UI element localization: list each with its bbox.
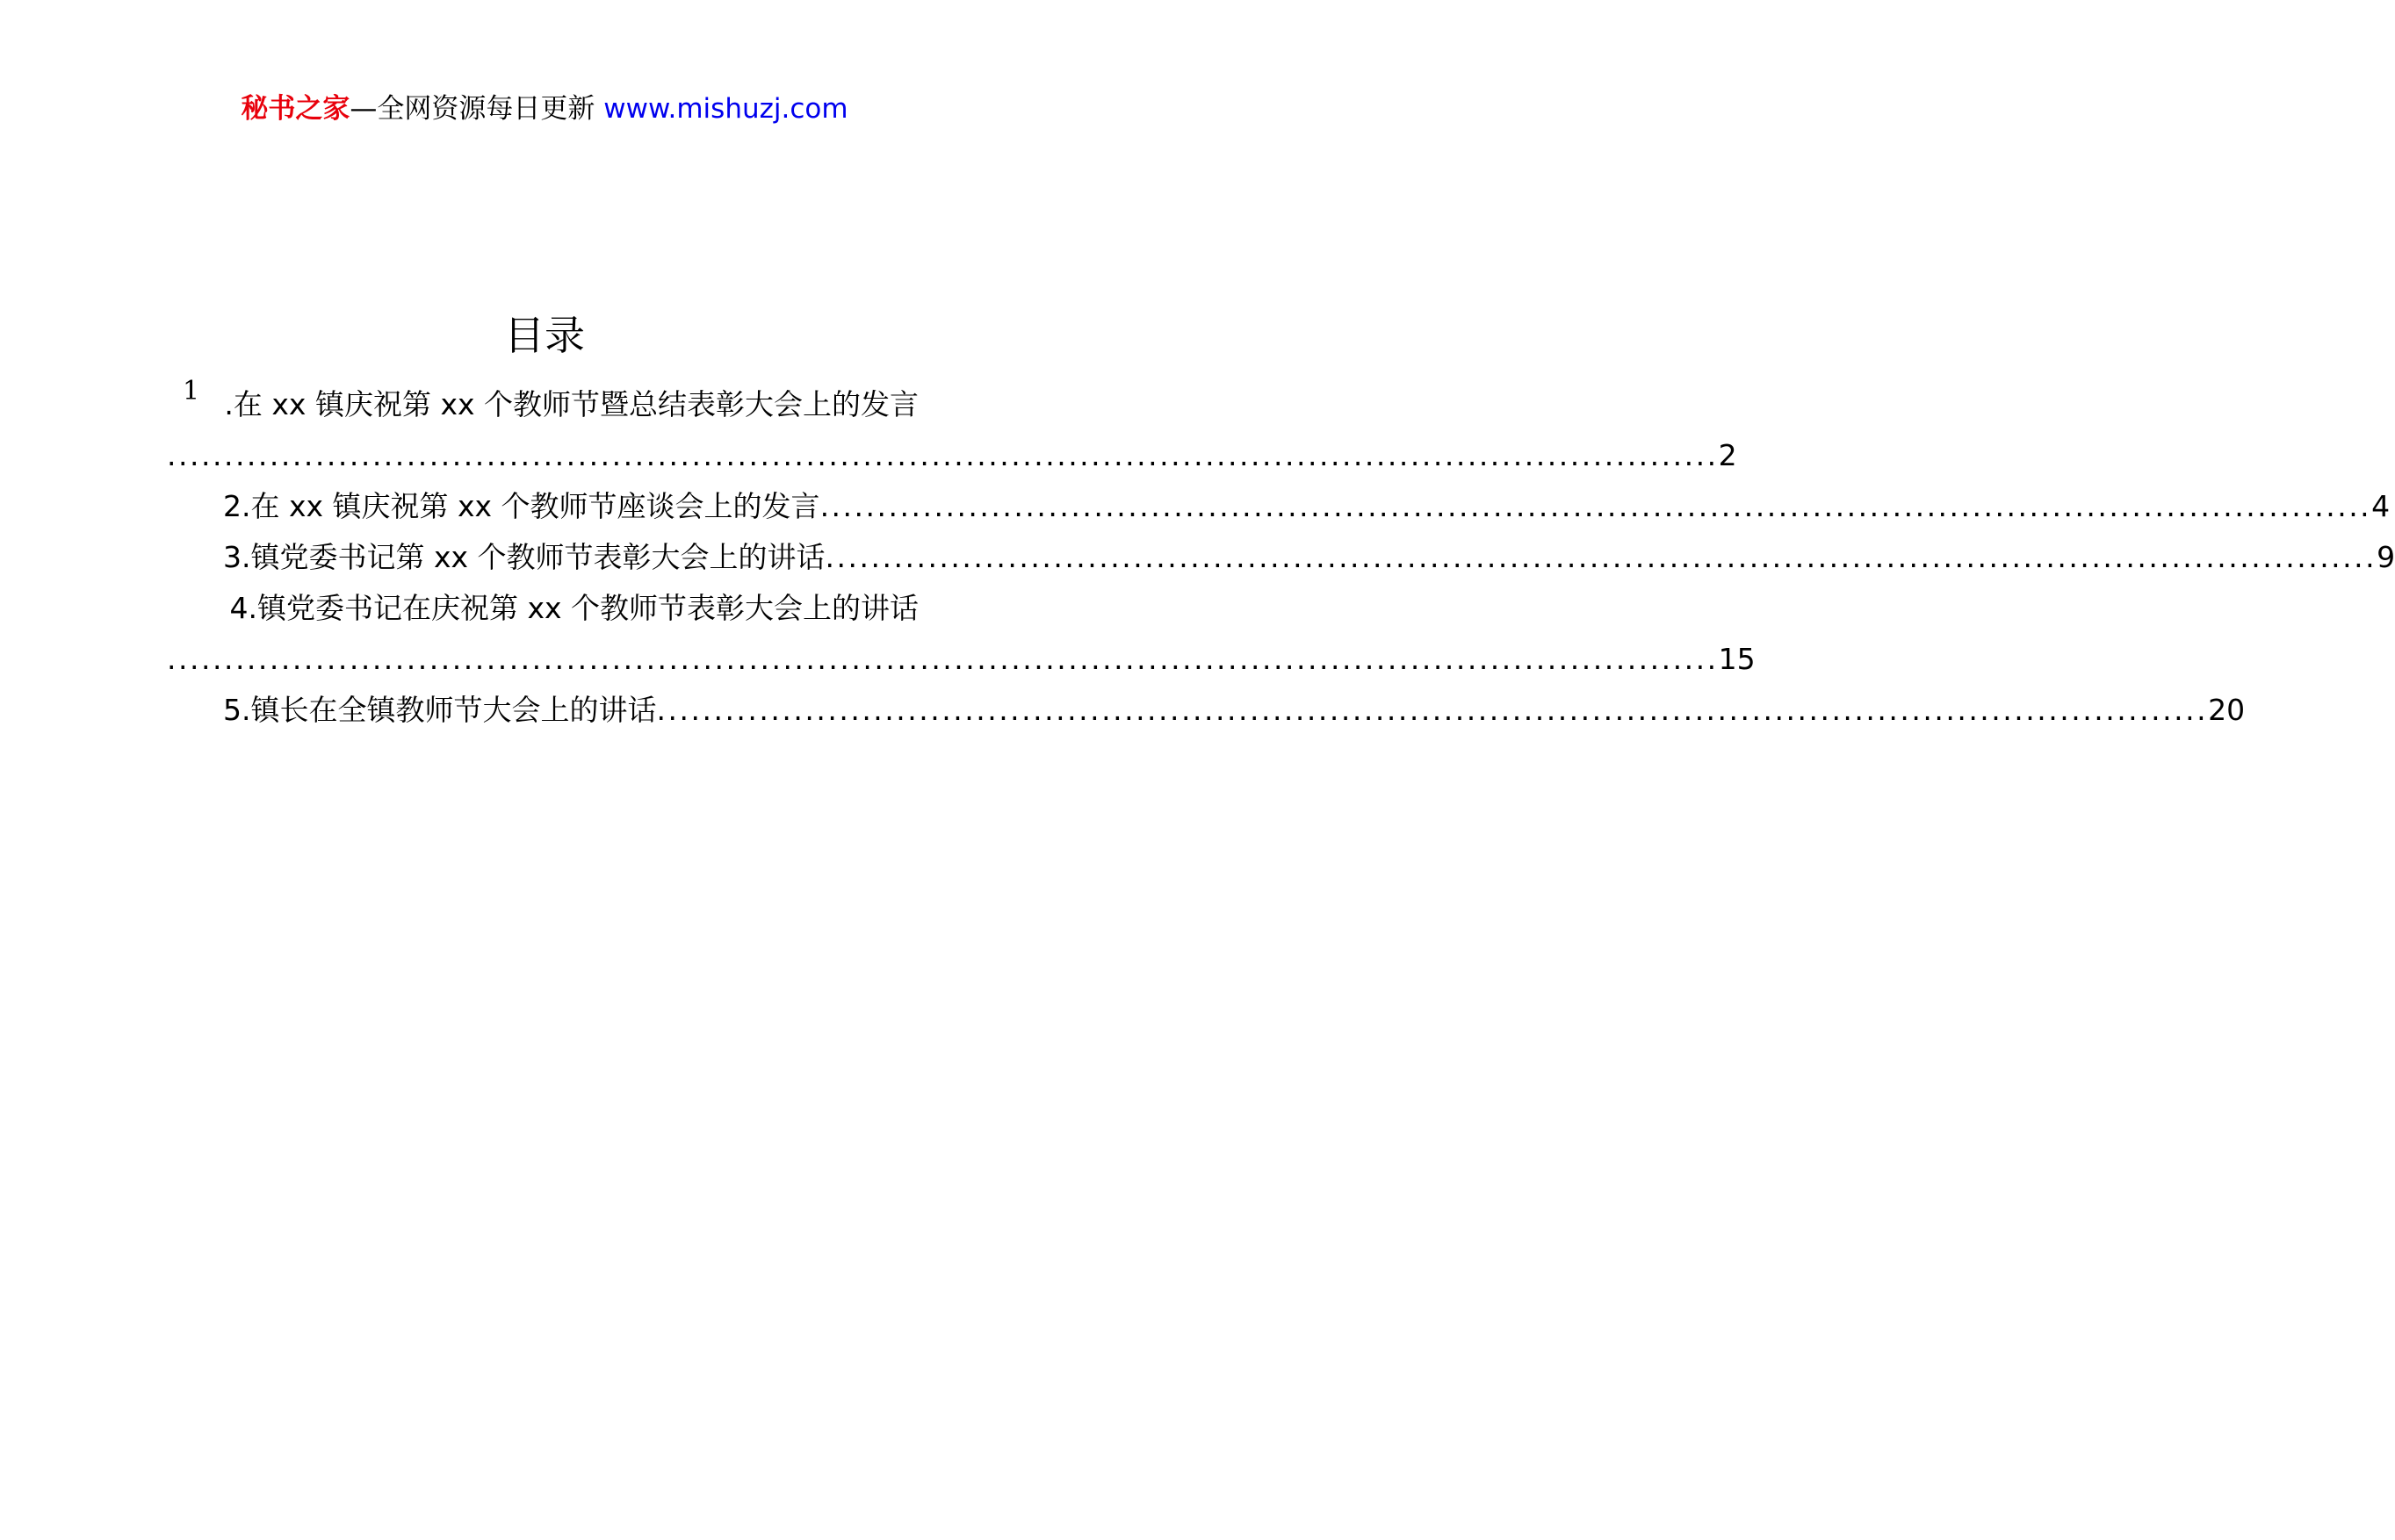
- toc-item-page: 2: [1718, 438, 1737, 472]
- toc-item-3[interactable]: [167, 536, 2395, 579]
- toc-item-page: 20: [2208, 693, 2246, 727]
- toc-item-page: 4: [2371, 489, 2391, 523]
- toc-item-1-title[interactable]: [167, 383, 919, 427]
- toc-item-label: 2.在 xx 镇庆祝第 xx 个教师节座谈会上的发言: [223, 489, 820, 523]
- toc-item-label: 3.镇党委书记第 xx 个教师节表彰大会上的讲话: [223, 540, 826, 574]
- toc-item-page: 15: [1718, 642, 1756, 676]
- toc-item-5[interactable]: [167, 688, 2246, 732]
- header-slogan: —全网资源每日更新: [350, 93, 595, 125]
- toc-item-4-title[interactable]: [167, 586, 919, 630]
- toc-item-label: .在 xx 镇庆祝第 xx 个教师节暨总结表彰大会上的发言: [224, 387, 919, 421]
- dot-leader: ........................................................................................................................................: [825, 540, 2377, 574]
- site-header: [0, 90, 1089, 128]
- toc-item-4-leader[interactable]: [167, 637, 1756, 681]
- site-url-link[interactable]: www.mishuzj.com: [603, 93, 848, 125]
- toc-item-1-leader[interactable]: [167, 434, 1737, 478]
- page-title: 目录: [504, 312, 585, 359]
- brand-name: 秘书之家: [241, 93, 350, 125]
- toc-item-label: 4.镇党委书记在庆祝第 xx 个教师节表彰大会上的讲话: [229, 591, 919, 625]
- dot-leader: ........................................................................................................................................: [167, 642, 1719, 676]
- toc-item-label: 5.镇长在全镇教师节大会上的讲话: [223, 693, 657, 727]
- page-number: 1: [183, 376, 200, 407]
- toc-item-page: 9: [2377, 540, 2395, 574]
- dot-leader: ........................................................................................................................................: [167, 438, 1719, 472]
- dot-leader: ........................................................................................................................................: [656, 693, 2209, 727]
- dot-leader: ........................................................................................................................................: [819, 489, 2372, 523]
- toc-item-2[interactable]: [167, 485, 2391, 529]
